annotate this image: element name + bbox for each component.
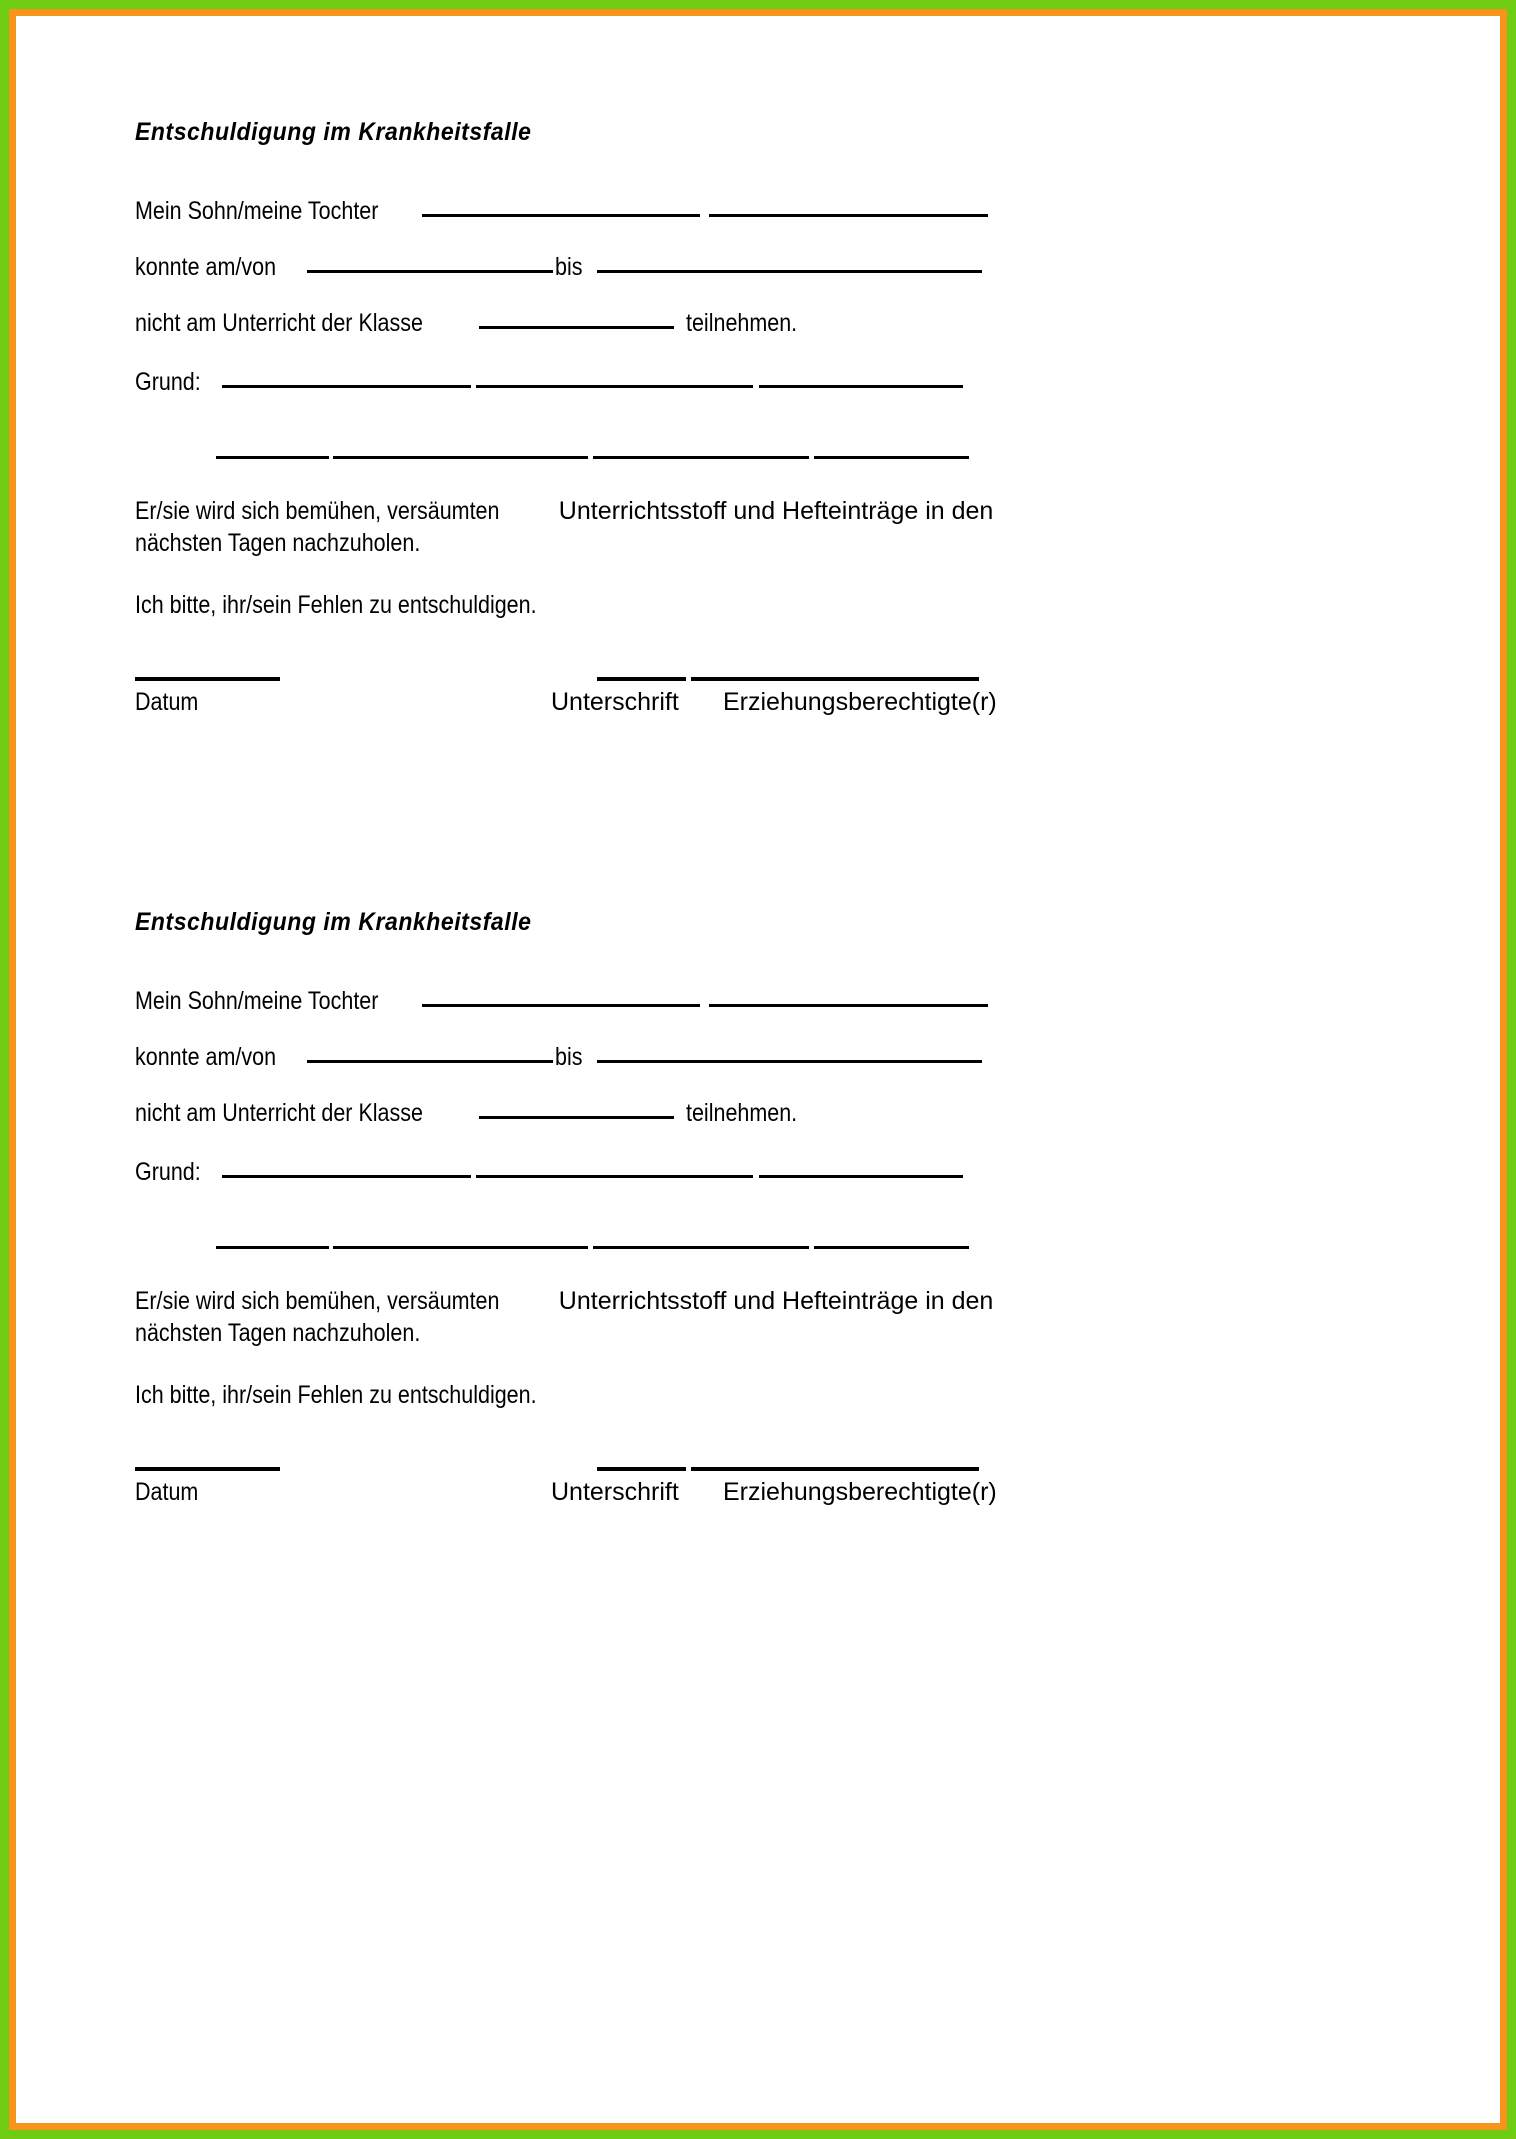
field-class-row	[135, 311, 815, 336]
field-class-label-prefix: nicht am Unterricht der Klasse	[135, 309, 423, 337]
field-class-blank[interactable]	[479, 326, 674, 329]
signature-date-blank[interactable]	[135, 677, 280, 681]
field-reason-cont-blank-1-2[interactable]	[216, 1246, 329, 1249]
field-reason-continuation-row-2	[216, 1231, 969, 1256]
paragraph-request-2	[135, 1379, 602, 1411]
paragraph-request-text-2: Ich bitte, ihr/sein Fehlen zu entschuldigen.	[135, 1381, 537, 1409]
field-reason-blank-2-2[interactable]	[476, 1175, 753, 1178]
field-reason-cont-blank-4-2[interactable]	[814, 1246, 969, 1249]
paragraph-effort-line-2-text-2: nächsten Tagen nachzuholen.	[135, 1319, 421, 1347]
field-reason-cont-blank-2[interactable]	[333, 456, 588, 459]
field-reason-blank-2[interactable]	[476, 385, 753, 388]
field-child-name-blank-2-2[interactable]	[709, 1004, 988, 1007]
signature-signature-blank-2[interactable]	[597, 1467, 686, 1471]
field-class-label-prefix-2: nicht am Unterricht der Klasse	[135, 1099, 423, 1127]
field-reason-row	[135, 370, 963, 395]
signature-guardian-blank-2[interactable]	[691, 1467, 979, 1471]
signature-signature-label-2: Unterschrift	[551, 1478, 679, 1506]
field-reason-cont-blank-4[interactable]	[814, 456, 969, 459]
field-date-to-label: bis	[555, 253, 583, 281]
signature-date-label-2: Datum	[135, 1478, 199, 1506]
field-class-blank-2[interactable]	[479, 1116, 674, 1119]
field-reason-row-2	[135, 1160, 963, 1185]
signature-guardian-blank[interactable]	[691, 677, 979, 681]
paragraph-effort-2	[135, 1285, 993, 1349]
field-class-row-2	[135, 1101, 815, 1126]
field-reason-cont-blank-1[interactable]	[216, 456, 329, 459]
form-title: Entschuldigung im Krankheitsfalle	[135, 118, 532, 146]
form-title-2: Entschuldigung im Krankheitsfalle	[135, 908, 532, 936]
signature-guardian-label: Erziehungsberechtigte(r)	[723, 688, 997, 716]
field-date-from-blank-2[interactable]	[307, 1060, 553, 1063]
paragraph-effort-line-1-2	[135, 1285, 993, 1317]
signature-date-label: Datum	[135, 688, 199, 716]
field-reason-cont-blank-3[interactable]	[593, 456, 809, 459]
excuse-form-copy-2	[16, 884, 1500, 1584]
field-reason-blank-1[interactable]	[222, 385, 471, 388]
signature-guardian-label-2: Erziehungsberechtigte(r)	[723, 1478, 997, 1506]
signature-date-blank-2[interactable]	[135, 1467, 280, 1471]
paragraph-request-text: Ich bitte, ihr/sein Fehlen zu entschuldigen.	[135, 591, 537, 619]
field-reason-label-2: Grund:	[135, 1158, 201, 1186]
field-date-from-blank[interactable]	[307, 270, 553, 273]
field-child-name-blank-1-2[interactable]	[422, 1004, 700, 1007]
paragraph-request	[135, 589, 602, 621]
field-reason-blank-3[interactable]	[759, 385, 963, 388]
paragraph-effort-line-2-text: nächsten Tagen nachzuholen.	[135, 529, 421, 557]
field-reason-cont-blank-3-2[interactable]	[593, 1246, 809, 1249]
signature-signature-blank[interactable]	[597, 677, 686, 681]
paragraph-effort-part-narrow-2: Er/sie wird sich bemühen, versäumten	[135, 1287, 500, 1315]
paragraph-effort-part-wide-2: Unterrichtsstoff und Hefteinträge in den	[558, 1287, 994, 1315]
field-reason-cont-blank-2-2[interactable]	[333, 1246, 588, 1249]
paragraph-effort-line-2	[135, 527, 993, 559]
field-child-name-row	[135, 199, 988, 224]
document-sheet	[16, 16, 1500, 2123]
signature-rules-row	[16, 677, 1500, 681]
field-child-name-blank-1[interactable]	[422, 214, 700, 217]
paragraph-effort-line-2-2	[135, 1317, 993, 1349]
paragraph-effort-part-wide: Unterrichtsstoff und Hefteinträge in den	[558, 497, 994, 525]
field-date-from-label: konnte am/von	[135, 253, 277, 281]
field-date-to-blank-2[interactable]	[597, 1060, 982, 1063]
field-date-to-blank[interactable]	[597, 270, 982, 273]
field-reason-continuation-row	[216, 441, 969, 466]
field-child-name-label: Mein Sohn/meine Tochter	[135, 197, 379, 225]
field-reason-blank-3-2[interactable]	[759, 1175, 963, 1178]
field-child-name-blank-2[interactable]	[709, 214, 988, 217]
field-dates-row-2	[135, 1045, 982, 1070]
paragraph-effort-part-narrow: Er/sie wird sich bemühen, versäumten	[135, 497, 500, 525]
field-child-name-label-2: Mein Sohn/meine Tochter	[135, 987, 379, 1015]
paragraph-effort	[135, 495, 993, 559]
field-reason-blank-1-2[interactable]	[222, 1175, 471, 1178]
signature-rules-row-2	[16, 1467, 1500, 1471]
field-child-name-row-2	[135, 989, 988, 1014]
field-dates-row	[135, 255, 982, 280]
field-reason-label: Grund:	[135, 368, 201, 396]
excuse-form-copy-1	[16, 94, 1500, 794]
field-date-to-label-2: bis	[555, 1043, 583, 1071]
field-class-label-suffix: teilnehmen.	[685, 309, 798, 337]
field-date-from-label-2: konnte am/von	[135, 1043, 277, 1071]
paragraph-effort-line-1	[135, 495, 993, 527]
signature-signature-label: Unterschrift	[551, 688, 679, 716]
field-class-label-suffix-2: teilnehmen.	[685, 1099, 798, 1127]
